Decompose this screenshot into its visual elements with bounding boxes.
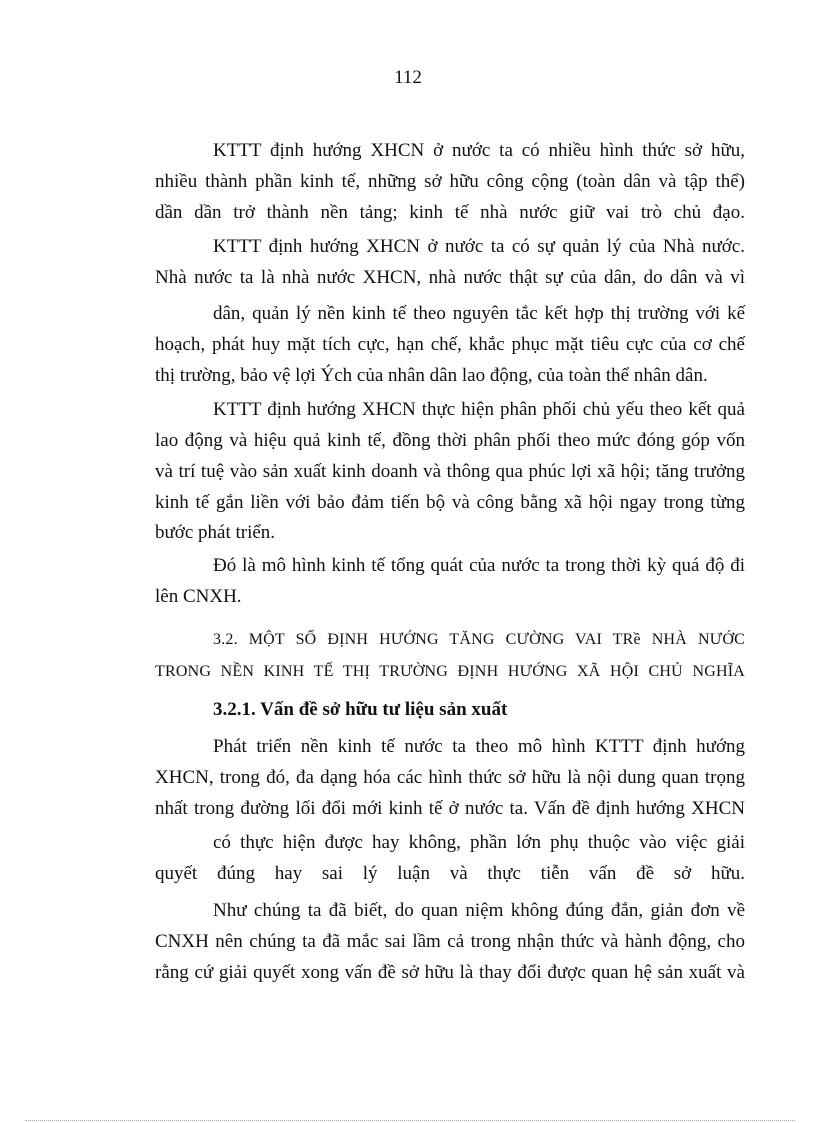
text-line: dân, quản lý nền kinh tế theo nguyên tắc kết hợp thị trường với kế: [213, 303, 745, 324]
text-line: thị trường, bảo vệ lợi Ých của nhân dân lao động, của toàn thể nhân dân.: [155, 365, 708, 386]
text-line: lao động và hiệu quả kinh tế, đồng thời phân phối theo mức đóng góp vốn: [155, 430, 745, 451]
text-line: Phát triển nền kinh tế nước ta theo mô hình KTTT định hướng: [213, 736, 745, 757]
text-line: dần dần trở thành nền tảng; kinh tế nhà nước giữ vai trò chủ đạo.: [155, 202, 745, 223]
text-line: Đó là mô hình kinh tế tổng quát của nước ta trong thời kỳ quá độ đi: [213, 555, 745, 576]
text-line: có thực hiện được hay không, phần lớn phụ thuộc vào việc giải: [213, 832, 745, 853]
text-line: nhất trong đường lối đổi mới kinh tế ở nước ta. Vấn đề định hướng XHCN: [155, 798, 745, 819]
text-line: quyết đúng hay sai lý luận và thực tiễn vấn đề sở hữu.: [155, 863, 745, 884]
text-line: lên CNXH.: [155, 586, 242, 607]
subsection-heading: 3.2.1. Vấn đề sở hữu tư liệu sản xuất: [213, 699, 508, 720]
page-number: 112: [394, 67, 422, 88]
section-heading-line: TRONG NỀN KINH TẾ THỊ TRƯỜNG ĐỊNH HƯỚNG XÃ HỘI CHỦ NGHĨA: [155, 663, 745, 680]
text-line: KTTT định hướng XHCN ở nước ta có sự quản lý của Nhà nước.: [213, 236, 745, 257]
text-line: nhiều thành phần kinh tế, những sở hữu công cộng (toàn dân và tập thể): [155, 171, 745, 192]
text-line: CNXH nên chúng ta đã mắc sai lầm cả trong nhận thức và hành động, cho: [155, 931, 745, 952]
text-line: XHCN, trong đó, đa dạng hóa các hình thức sở hữu là nội dung quan trọng: [155, 767, 745, 788]
text-line: KTTT định hướng XHCN ở nước ta có nhiều hình thức sở hữu,: [213, 140, 745, 161]
text-line: rằng cứ giải quyết xong vấn đề sở hữu là thay đổi được quan hệ sản xuất và: [155, 962, 745, 983]
page-bottom-divider: [25, 1120, 795, 1121]
text-line: kinh tế gắn liền với bảo đảm tiến bộ và công bằng xã hội ngay trong từng: [155, 492, 745, 513]
text-line: bước phát triển.: [155, 522, 276, 543]
text-line: hoạch, phát huy mặt tích cực, hạn chế, khắc phục mặt tiêu cực của cơ chế: [155, 334, 745, 355]
text-line: KTTT định hướng XHCN thực hiện phân phối chủ yếu theo kết quả: [213, 399, 745, 420]
text-line: Nhà nước ta là nhà nước XHCN, nhà nước thật sự của dân, do dân và vì: [155, 267, 745, 288]
text-line: Như chúng ta đã biết, do quan niệm không đúng đắn, giản đơn về: [213, 900, 745, 921]
text-line: và trí tuệ vào sản xuất kinh doanh và thông qua phúc lợi xã hội; tăng trưởng: [155, 461, 745, 482]
section-heading-line: 3.2. MỘT SỐ ĐỊNH HƯỚNG TĂNG CƯỜNG VAI TRề NHÀ NƯỚC: [213, 631, 745, 648]
